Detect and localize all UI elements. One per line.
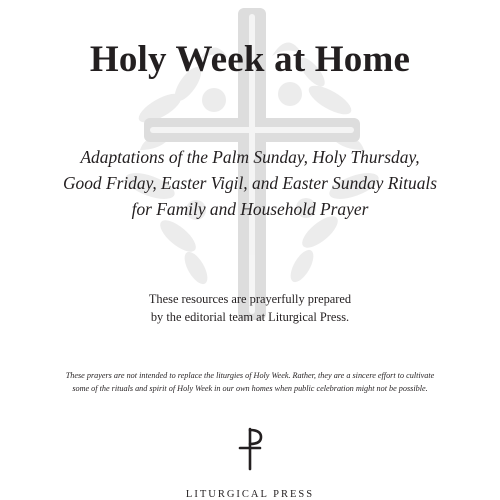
publisher-name: LITURGICAL PRESS <box>185 489 315 500</box>
subtitle-line: for Family and Household Prayer <box>131 199 369 219</box>
disclaimer-line: These prayers are not intended to replace the liturgies of Holy Week. Rather, they are a sincere effort to cultivate <box>65 371 435 380</box>
credit-line: by the editorial team at Liturgical Press. <box>150 310 350 324</box>
document-subtitle <box>0 144 500 222</box>
subtitle-line: Adaptations of the Palm Sunday, Holy Thursday, <box>80 147 420 167</box>
disclaimer-note <box>0 370 500 395</box>
editorial-credit <box>0 290 500 326</box>
disclaimer-line: some of the rituals and spirit of Holy Week in our own homes when public celebration might not be possible. <box>72 383 428 393</box>
chi-rho-icon <box>232 425 268 471</box>
document-title: Holy Week at Home <box>89 39 411 80</box>
subtitle-line: Good Friday, Easter Vigil, and Easter Sunday Rituals <box>62 173 438 193</box>
credit-line: These resources are prayerfully prepared <box>148 292 352 306</box>
